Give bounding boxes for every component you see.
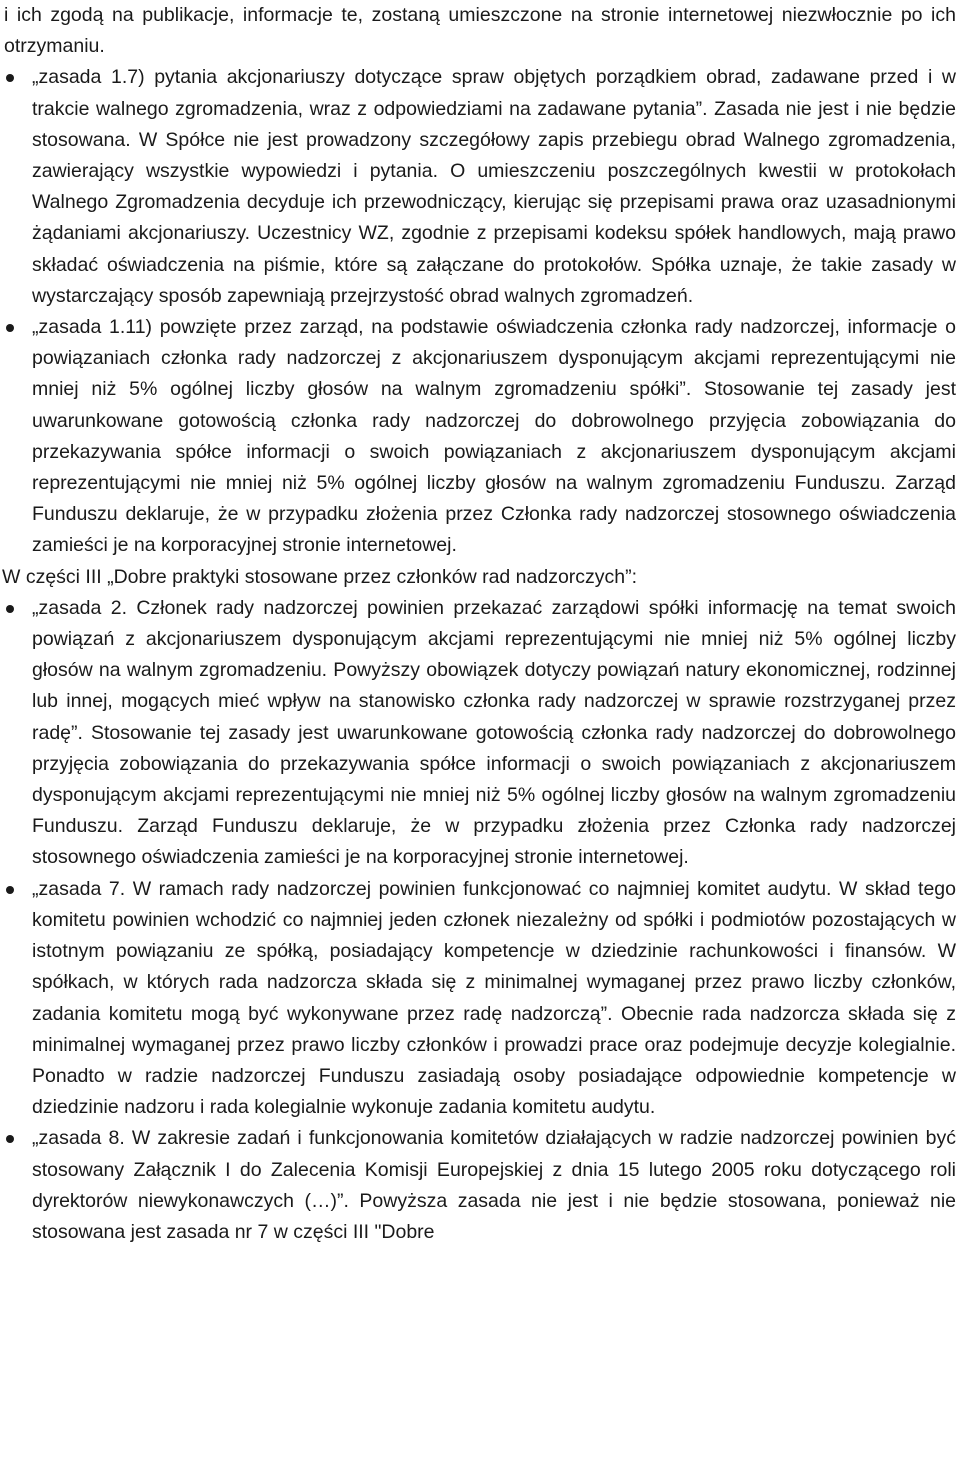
list-item [0, 312, 956, 562]
list-item [0, 62, 956, 312]
bullet-icon [6, 324, 14, 332]
intro-continuation-paragraph: i ich zgodą na publikacje, informacje te, zostaną umieszczone na stronie internetowej niezwłocznie po ich otrzymaniu. [4, 4, 956, 58]
bullet-icon [6, 1135, 14, 1143]
list-item [0, 874, 956, 1124]
list-item-text: „zasada 7. W ramach rady nadzorczej powinien funkcjonować co najmniej komitet audytu. W skład tego komitetu powinien wchodzić co najmniej jeden członek niezależny od spółki i podmiotów pozostających w istotnym powiązaniu ze spółką, posiadający kompetencje w dziedzinie rachunkowości i finansów. W spółkach, w których rada nadzorcza składa się z minimalnej wymaganej przez prawo liczby członków, zadania komitetu mogą być wykonywane przez radę nadzorczą”. Obecnie rada nadzorcza składa się z minimalnej wymaganej przez prawo liczby członków i prowadzi prace oraz podejmuje decyzje kolegialnie. Ponadto w radzie nadzorczej Funduszu zasiadają osoby posiadające odpowiednie kompetencje w dziedzinie nadzoru i rada kolegialnie wykonuje zadania komitetu audytu. [32, 877, 956, 1119]
bullet-icon [6, 886, 14, 894]
section-three-heading: W części III „Dobre praktyki stosowane przez członków rad nadzorczych”: [2, 565, 638, 588]
bullet-icon [6, 74, 14, 82]
bullet-icon [6, 605, 14, 613]
list-item-text: „zasada 1.11) powzięte przez zarząd, na podstawie oświadczenia członka rady nadzorczej, informacje o powiązaniach członka rady nadzorczej z akcjonariuszem dysponującym akcjami reprezentującymi nie mniej niż 5% ogólnej liczby głosów na walnym zgromadzeniu spółki”. Stosowanie tej zasady jest uwarunkowane gotowością członka rady nadzorczej do dobrowolnego przyjęcia zobowiązania do przekazywania spółce informacji o swoich powiązaniach z akcjonariuszem dysponującym akcjami reprezentującymi nie mniej niż 5% ogólnej liczby głosów na walnym zgromadzeniu Funduszu. Zarząd Funduszu deklaruje, że w przypadku złożenia przez Członka rady nadzorczej stosownego oświadczenia zamieści je na korporacyjnej stronie internetowej. [32, 316, 956, 557]
list-item [0, 593, 956, 874]
list-item-text: „zasada 8. W zakresie zadań i funkcjonowania komitetów działających w radzie nadzorczej powinien być stosowany Załącznik I do Zalecenia Komisji Europejskiej z dnia 15 lutego 2005 roku dotyczącego roli dyrektorów niewykonawczych (…)”. Powyższa zasada nie jest i nie będzie stosowana, ponieważ nie stosowana jest zasada nr 7 w części III "Dobre [32, 1127, 956, 1243]
section-one-list [0, 62, 956, 561]
list-item-text: „zasada 1.7) pytania akcjonariuszy dotyczące spraw objętych porządkiem obrad, zadawane przed i w trakcie walnego zgromadzenia, wraz z odpowiedziami na zadawane pytania”. Zasada nie jest i nie będzie stosowana. W Spółce nie jest prowadzony szczegółowy zapis przebiegu obrad Walnego zgromadzenia, zawierający wszystkie wypowiedzi i pytania. O umieszczeniu poszczególnych kwestii w protokołach Walnego Zgromadzenia decyduje ich przewodniczący, kierując się przepisami prawa oraz uzasadnionymi żądaniami akcjonariuszy. Uczestnicy WZ, zgodnie z przepisami kodeksu spółek handlowych, mają prawo składać oświadczenia na piśmie, które są załączane do protokołów. Spółka uznaje, że takie zasady w wystarczający sposób zapewniają przejrzystość obrad walnych zgromadzeń. [32, 66, 956, 307]
section-three-list [0, 593, 956, 1248]
list-item [0, 1123, 956, 1248]
list-item-text: „zasada 2. Członek rady nadzorczej powinien przekazać zarządowi spółki informację na temat swoich powiązań z akcjonariuszem dysponującym akcjami reprezentującymi nie mniej niż 5% ogólnej liczby głosów na walnym zgromadzeniu. Powyższy obowiązek dotyczy powiązań natury ekonomicznej, rodzinnej lub innej, mogących mieć wpływ na stanowisko członka rady nadzorczej w sprawie rozstrzyganej przez radę”. Stosowanie tej zasady jest uwarunkowane gotowością członka rady nadzorczej do dobrowolnego przyjęcia zobowiązania do przekazywania spółce informacji o swoich powiązaniach z akcjonariuszem dysponującym akcjami reprezentującymi nie mniej niż 5% ogólnej liczby głosów na walnym zgromadzeniu Funduszu. Zarząd Funduszu deklaruje, że w przypadku złożenia przez Członka rady nadzorczej stosownego oświadczenia zamieści je na korporacyjnej stronie internetowej. [32, 596, 956, 869]
